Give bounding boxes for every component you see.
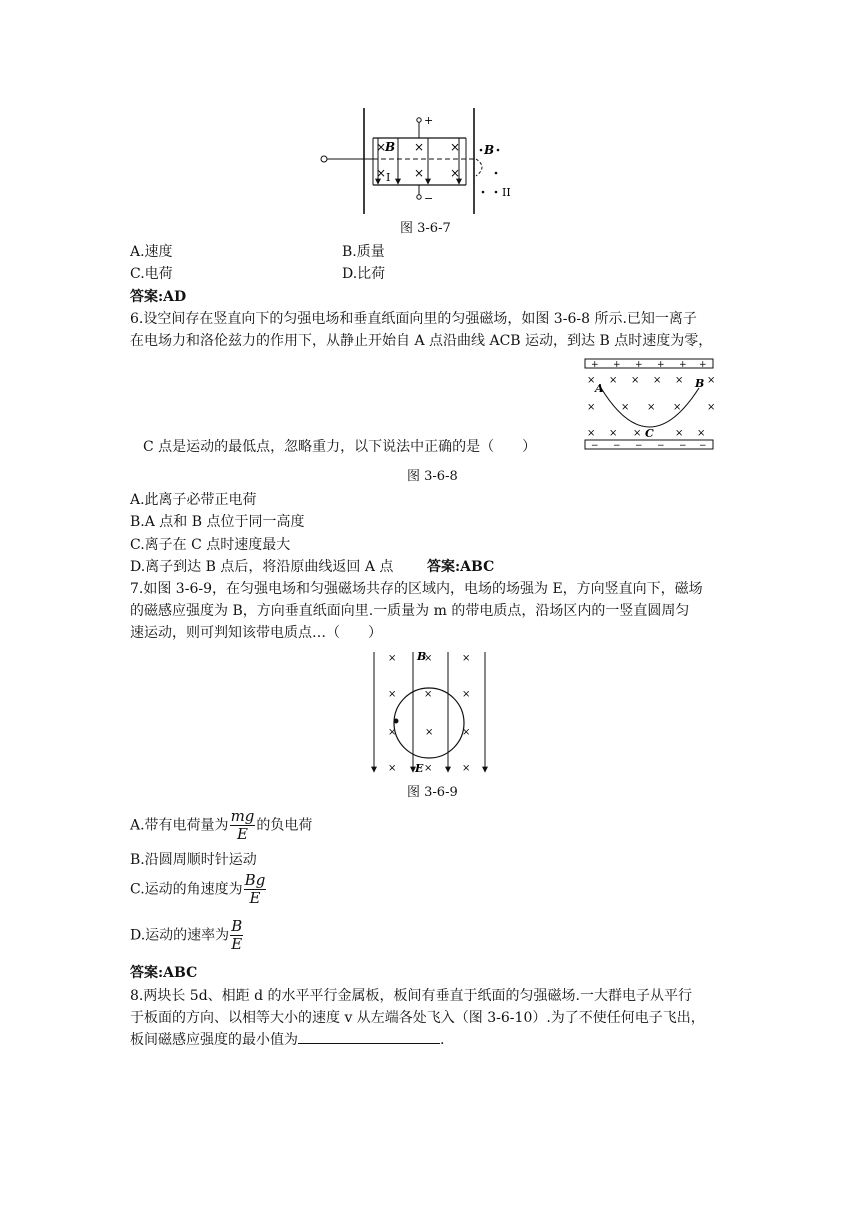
svg-text:−: − [591,441,599,451]
q7-answer: 答案:ABC [130,965,198,981]
svg-text:×: × [376,140,387,154]
svg-text:×: × [587,402,596,413]
q7-C-fraction: $\frac{Bg}{E}$ [244,871,266,907]
q7-text-line1: 7.如图 3-6-9，在匀强电场和匀强磁场共存的区域内，电场的场强为 E，方向竖直向下，磁场 [130,581,703,597]
fig369-caption: 图 3-6-9 [407,785,458,800]
figure-3-6-8 [583,356,717,454]
svg-text:×: × [388,653,397,664]
q8-text-line1: 8.两块长 5d、相距 d 的水平平行金属板，板间有垂直于纸面的匀强磁场.一大群电子从平行 [130,988,692,1004]
svg-text:×: × [376,166,387,180]
svg-text:×: × [424,689,433,700]
q8-text-line3: 板间磁感应强度的最小值为 . [130,1032,445,1048]
q6-option-C: C.离子在 C 点时速度最大 [130,537,291,553]
svg-text:×: × [424,763,433,774]
svg-text:×: × [388,727,397,738]
svg-text:+: + [613,360,621,370]
q6-answer: 答案:ABC [427,559,495,575]
fig367-region-I: I [386,171,391,184]
svg-text:×: × [647,402,656,413]
svg-text:×: × [388,689,397,700]
q7-option-C: C.运动的角速度为 $\frac{Bg}{E}$ [130,871,266,907]
fig367-region-II: II [502,186,511,199]
figure-3-6-7 [318,104,528,218]
q6-text-line1: 6.设空间存在竖直向下的匀强电场和垂直纸面向里的匀强磁场，如图 3-6-8 所示.已知一离子 [130,311,697,327]
q7-text-line2: 的磁感应强度为 B，方向垂直纸面向里.一质量为 m 的带电质点，沿场区内的一竖直圆周匀 [130,603,690,619]
svg-text:×: × [609,428,618,439]
svg-text:×: × [673,402,682,413]
svg-text:−: − [699,441,707,451]
fig367-B-label: B [385,140,396,154]
svg-text:×: × [697,428,706,439]
q8-answer-blank[interactable] [298,1031,440,1044]
svg-text:−: − [657,441,665,451]
svg-text:−: − [679,441,687,451]
fig369-B-label: B [417,650,427,663]
svg-text:+: + [699,360,707,370]
fig368-C-label: C [645,427,654,440]
svg-text:×: × [388,763,397,774]
q5-option-B: B.质量 [342,244,385,260]
q7-option-A: A.带有电荷量为 $\frac{mg}{E}$ 的负电荷 [130,807,313,843]
q8-text-line2: 于板面的方向、以相等大小的速度 v 从左端各处飞入（图 3-6-10）.为了不使任何电子飞出， [130,1010,705,1026]
fig367-plus-label: + [424,114,434,127]
fig368-A-label: A [595,382,604,395]
svg-text:×: × [414,140,425,154]
svg-text:×: × [587,375,596,386]
q6-text-line2: 在电场力和洛伦兹力的作用下，从静止开始自 A 点沿曲线 ACB 运动，到达 B 点时速度为零， [130,333,713,349]
q7-option-B: B.沿圆周顺时针运动 [130,852,257,868]
q6-option-B: B.A 点和 B 点位于同一高度 [130,514,305,530]
svg-text:×: × [462,763,471,774]
svg-text:×: × [609,375,618,386]
svg-text:+: + [591,360,599,370]
q6-option-A: A.此离子必带正电荷 [130,492,257,508]
q5-option-A: A.速度 [130,244,173,260]
svg-text:×: × [425,727,434,738]
svg-text:×: × [633,428,642,439]
svg-text:×: × [462,727,471,738]
q6-text-line3: C 点是运动的最低点，忽略重力，以下说法中正确的是（ ） [143,439,537,455]
svg-text:×: × [675,375,684,386]
svg-text:−: − [635,441,643,451]
svg-text:×: × [414,166,425,180]
q5-option-D: D.比荷 [342,266,386,282]
svg-text:×: × [707,375,716,386]
svg-text:×: × [675,428,684,439]
q7-text-line3: 速运动，则可判知该带电质点…（ ） [130,625,382,641]
fig368-caption: 图 3-6-8 [407,469,458,484]
svg-text:+: + [657,360,665,370]
svg-text:×: × [450,166,461,180]
q7-D-fraction: $\frac{B}{E}$ [231,917,243,953]
svg-text:+: + [635,360,643,370]
q5-answer: 答案:AD [130,289,187,305]
q6-option-D: D.离子到达 B 点后，将沿原曲线返回 A 点 [130,559,394,575]
q5-option-C: C.电荷 [130,266,173,282]
fig367-B-label-right: B [484,143,495,157]
svg-text:×: × [653,375,662,386]
svg-text:+: + [679,360,687,370]
svg-text:×: × [587,428,596,439]
q7-option-D: D.运动的速率为 $\frac{B}{E}$ [130,917,243,953]
svg-text:×: × [462,689,471,700]
svg-text:×: × [707,402,716,413]
fig367-caption: 图 3-6-7 [400,221,451,236]
svg-text:−: − [613,441,621,451]
fig368-B-label: B [695,377,705,390]
svg-text:×: × [621,402,630,413]
svg-text:×: × [424,653,433,664]
figure-3-6-9 [368,648,490,776]
svg-text:×: × [631,375,640,386]
svg-text:×: × [462,653,471,664]
fig369-E-label: E [415,762,424,775]
q7-A-fraction: $\frac{mg}{E}$ [230,807,255,843]
fig367-minus-label: − [424,192,434,205]
svg-text:×: × [450,140,461,154]
